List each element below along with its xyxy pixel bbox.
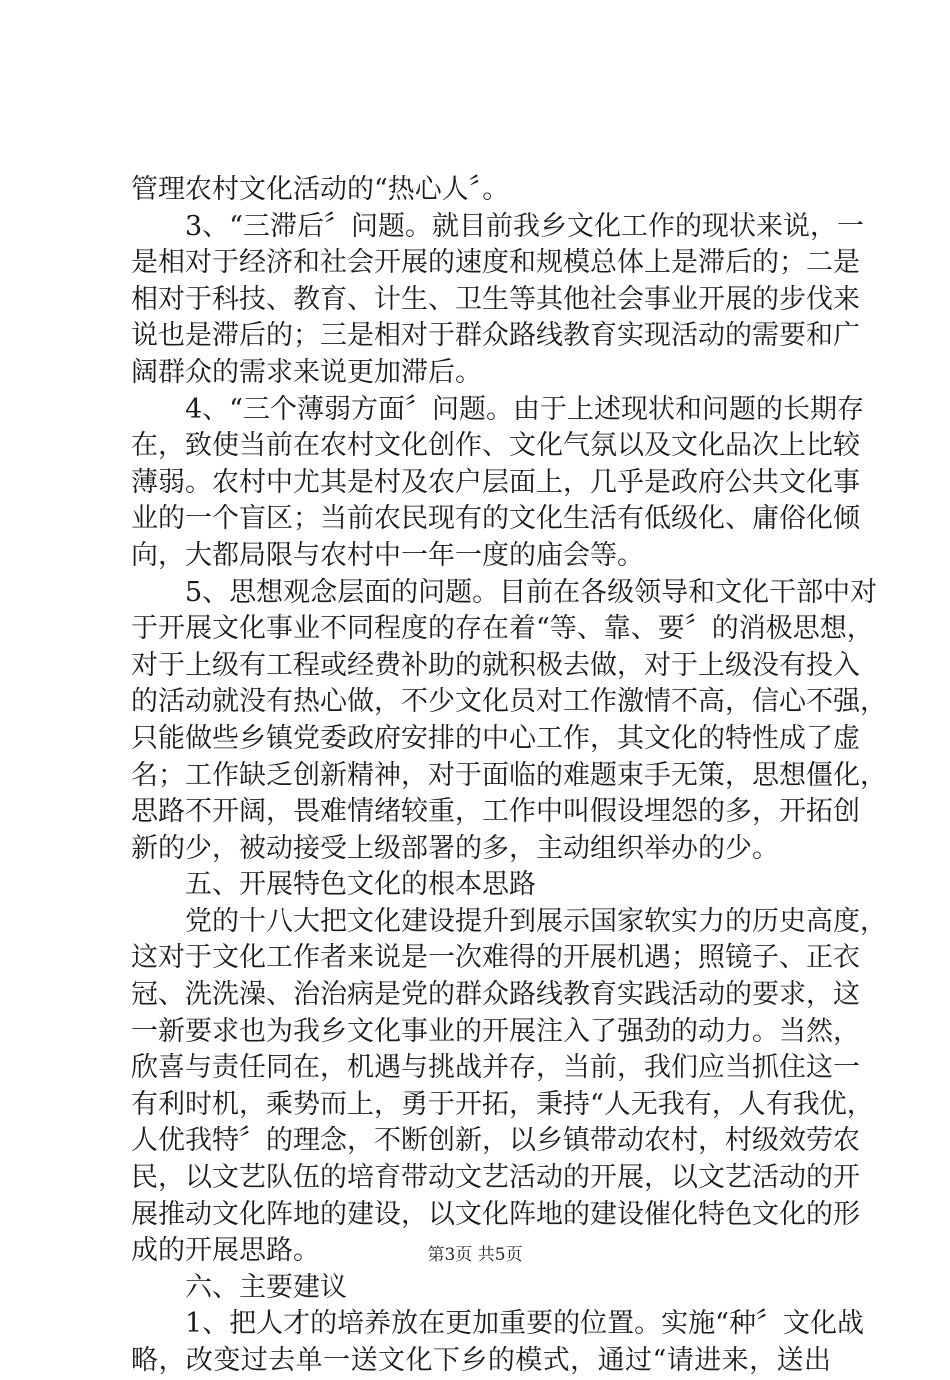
text-line: 成的开展思路。 [131,1235,320,1267]
text-line: 管理农村文化活动的“热心人〞。 [131,174,510,205]
text-line: 略，改变过去单一送文化下乡的模式，通过“请进来，送出 [131,1345,831,1376]
text-line: 名；工作缺乏创新精神，对于面临的难题束手无策，思想僵化， [131,759,887,791]
text-line: 展推动文化阵地的建设，以文化阵地的建设催化特色文化的形 [131,1198,860,1230]
text-line: 对于上级有工程或经费补助的就积极去做，对于上级没有投入 [131,649,860,681]
text-line: 五、开展特色文化的根本思路 [185,869,536,901]
text-line: 欣喜与责任同在，机遇与挑战并存，当前，我们应当抓住这一 [131,1052,860,1084]
text-line: 这对于文化工作者来说是一次难得的开展机遇；照镜子、正衣 [131,942,860,974]
text-line: 阔群众的需求来说更加滞后。 [131,356,482,388]
text-line: 相对于科技、教育、计生、卫生等其他社会事业开展的步伐来 [131,283,860,315]
text-line: 六、主要建议 [185,1271,347,1303]
text-line: 5、思想观念层面的问题。目前在各级领导和文化干部中对 [185,576,878,608]
text-line: 有利时机，乘势而上，勇于开拓，秉持“人无我有，人有我优， [131,1088,874,1120]
page-footer: 第3页 共5页 [427,1245,523,1265]
text-line: 4、“三个薄弱方面〞问题。由于上述现状和问题的长期存 [185,393,864,425]
text-line: 思路不开阔，畏难情绪较重，工作中叫假设埋怨的多，开拓创 [131,796,860,828]
text-line: 业的一个盲区；当前农民现有的文化生活有低级化、庸俗化倾 [131,503,860,535]
text-line: 3、“三滞后〞问题。就目前我乡文化工作的现状来说，一 [185,210,864,242]
text-line: 说也是滞后的；三是相对于群众路线教育实现活动的需要和广 [131,320,860,352]
text-line: 于开展文化事业不同程度的存在着“等、靠、要〞的消极思想， [131,613,874,645]
text-line: 的活动就没有热心做，不少文化员对工作激情不高，信心不强， [131,686,887,718]
text-line: 向，大都局限与农村中一年一度的庙会等。 [131,539,644,571]
text-line: 党的十八大把文化建设提升到展示国家软实力的历史高度， [185,905,887,937]
text-line: 薄弱。农村中尤其是村及农户层面上，几乎是政府公共文化事 [131,466,860,498]
text-line: 冠、洗洗澡、治治病是党的群众路线教育实践活动的要求，这 [131,979,860,1011]
text-line: 新的少，被动接受上级部署的多，主动组织举办的少。 [131,832,779,864]
text-line: 是相对于经济和社会开展的速度和规模总体上是滞后的；二是 [131,247,860,279]
text-line: 在，致使当前在农村文化创作、文化气氛以及文化品次上比较 [131,430,860,462]
document-body [131,172,887,1380]
text-line: 民，以文艺队伍的培育带动文艺活动的开展，以文艺活动的开 [131,1162,860,1194]
text-line: 只能做些乡镇党委政府安排的中心工作，其文化的特性成了虚 [131,722,860,754]
text-line: 1、把人才的培养放在更加重要的位置。实施“种〞文化战 [185,1308,864,1340]
text-line: 人优我特〞的理念，不断创新，以乡镇带动农村，村级效劳农 [131,1125,860,1157]
text-line: 一新要求也为我乡文化事业的开展注入了强劲的动力。当然， [131,1015,860,1047]
